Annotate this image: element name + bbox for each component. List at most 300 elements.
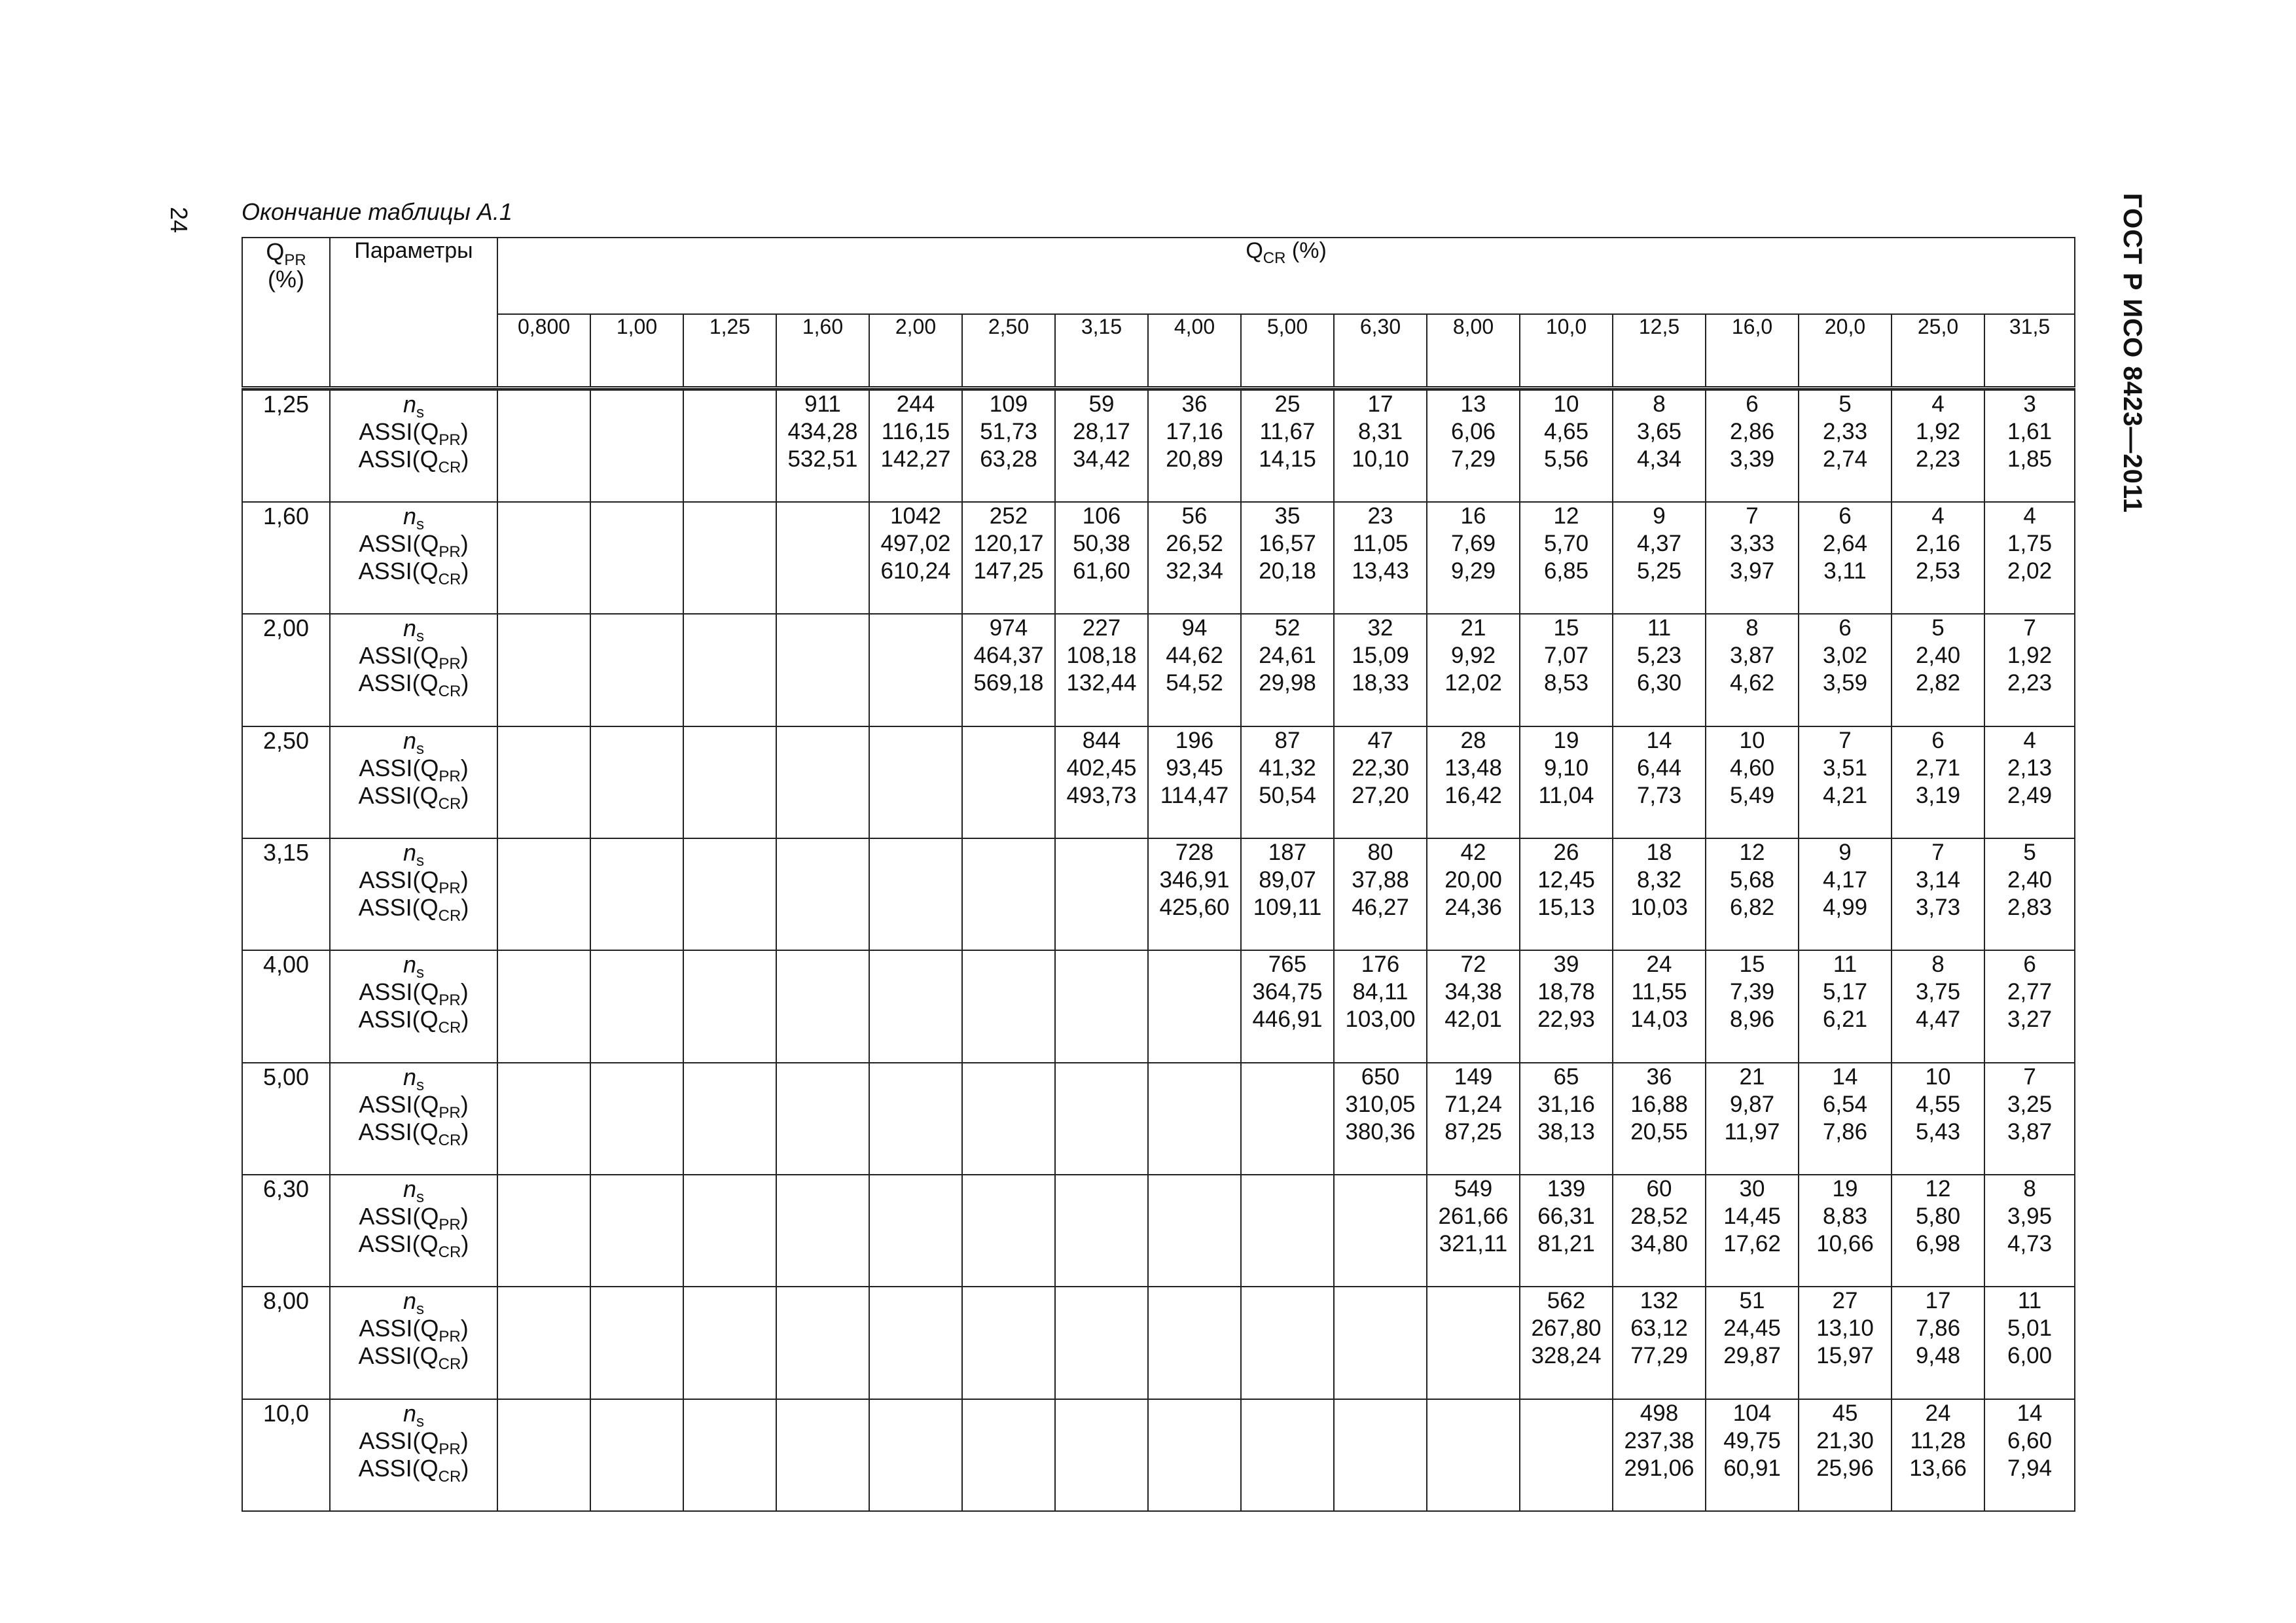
cell-value: 8: [1931, 952, 1945, 978]
cell-value: 84,11: [1352, 979, 1408, 1005]
table-row: [242, 950, 2075, 1062]
cell-value: 20,55: [1630, 1118, 1688, 1145]
params-header: Параметры: [330, 238, 497, 387]
parameter-symbol: ASSI(Q: [359, 1090, 439, 1118]
parameter-label: [331, 445, 497, 476]
parameter-subscript: CR: [438, 1355, 461, 1374]
parameter-suffix: ): [461, 1342, 469, 1370]
cell-value: 24,36: [1444, 894, 1502, 920]
cell-value: 2,82: [1915, 670, 1961, 696]
cell-value: 5,43: [1915, 1118, 1961, 1145]
qpr-header: [242, 238, 330, 387]
table-cell: [1334, 502, 1427, 614]
table-cell: [776, 1175, 869, 1287]
cell-value: 15: [1739, 952, 1765, 978]
parameter-label: [331, 1315, 497, 1346]
cell-value: 81,21: [1537, 1230, 1595, 1257]
column-header: 4,00: [1148, 314, 1241, 387]
parameter-suffix: ): [460, 529, 469, 557]
cell-value: 18: [1646, 839, 1672, 865]
cell-value: 3,95: [2007, 1203, 2053, 1229]
cell-value: 9,10: [1543, 755, 1589, 781]
table-cell: [1055, 726, 1148, 838]
table-cell: [1520, 1175, 1613, 1287]
cell-value: 106: [1082, 503, 1121, 529]
table-cell: [1799, 838, 1892, 950]
parameter-label: [331, 1342, 497, 1374]
parameter-label: [331, 1427, 497, 1458]
table-cell: [683, 1287, 776, 1399]
qpr-value: 1,60: [242, 502, 330, 614]
cell-value: 11,05: [1352, 530, 1408, 556]
cell-value: 5: [1931, 615, 1945, 641]
table-cell: [590, 726, 683, 838]
cell-value: 3,87: [1729, 643, 1775, 669]
table-cell: [1334, 390, 1427, 502]
parameter-subscript: PR: [439, 655, 461, 673]
table-cell: [1706, 502, 1799, 614]
cell-value: 446,91: [1252, 1007, 1323, 1033]
cell-value: 5,23: [1636, 643, 1682, 669]
parameter-label: [331, 1230, 497, 1261]
cell-value: 28: [1460, 727, 1486, 753]
parameter-subscript: PR: [439, 767, 461, 785]
table-cell: [1892, 614, 1984, 726]
cell-value: 7,29: [1450, 446, 1496, 472]
column-header: 5,00: [1241, 314, 1334, 387]
table-cell: [683, 502, 776, 614]
cell-value: 93,45: [1166, 755, 1223, 781]
cell-value: 20,18: [1259, 558, 1316, 584]
cell-value: 464,37: [973, 643, 1044, 669]
parameter-symbol: ASSI(Q: [358, 1342, 439, 1370]
cell-value: 8: [2023, 1175, 2036, 1202]
parameter-suffix: ): [461, 669, 469, 697]
parameter-label: [331, 951, 497, 982]
table-cell: [1055, 502, 1148, 614]
table-cell: [590, 1399, 683, 1511]
parameter-labels: [330, 1175, 497, 1287]
table-cell: [1613, 502, 1706, 614]
cell-value: 4,65: [1543, 418, 1589, 444]
table-cell: [1613, 950, 1706, 1062]
cell-value: 12: [1739, 839, 1765, 865]
qcr-unit: (%): [1291, 238, 1327, 263]
cell-value: 34,38: [1444, 979, 1502, 1005]
cell-value: 87,25: [1444, 1118, 1502, 1145]
cell-value: 29,87: [1723, 1343, 1781, 1369]
cell-value: 109,11: [1253, 894, 1322, 920]
cell-value: 21: [1739, 1063, 1765, 1090]
parameter-symbol: n: [403, 951, 417, 978]
cell-value: 4,17: [1822, 866, 1868, 893]
table-row: [242, 1287, 2075, 1399]
parameter-label: [331, 726, 497, 758]
parameter-suffix: ): [460, 978, 469, 1006]
column-header: 1,00: [590, 314, 683, 387]
parameter-subscript: PR: [439, 543, 461, 561]
table-cell: [1148, 390, 1241, 502]
parameter-symbol: ASSI(Q: [358, 669, 439, 697]
cell-value: 5,80: [1915, 1203, 1961, 1229]
column-header: 20,0: [1799, 314, 1892, 387]
cell-value: 51: [1739, 1288, 1765, 1314]
table-cell: [590, 838, 683, 950]
cell-value: 2,74: [1822, 446, 1868, 472]
qcr-header: [497, 238, 2075, 314]
cell-value: 10: [1925, 1063, 1951, 1090]
table-cell: [1241, 390, 1334, 502]
parameter-labels: [330, 1063, 497, 1175]
table-cell: [1148, 1287, 1241, 1399]
table-cell: [1520, 1399, 1613, 1511]
table-cell: [1334, 1287, 1427, 1399]
table-cell: [1148, 838, 1241, 950]
parameter-label: [331, 669, 497, 701]
table-cell: [1241, 1175, 1334, 1287]
cell-value: 6,44: [1636, 755, 1682, 781]
cell-value: 45: [1832, 1400, 1858, 1426]
cell-value: 37,88: [1352, 866, 1409, 893]
table-cell: [1984, 1175, 2075, 1287]
cell-value: 56: [1181, 503, 1208, 529]
parameter-labels: [330, 1287, 497, 1399]
cell-value: 7,73: [1636, 782, 1682, 808]
cell-value: 1,61: [2007, 418, 2053, 444]
table-cell: [1055, 950, 1148, 1062]
cell-value: 6,54: [1822, 1091, 1868, 1117]
table-cell: [1984, 726, 2075, 838]
cell-value: 14,15: [1259, 446, 1316, 472]
parameter-subscript: s: [416, 1076, 425, 1094]
cell-value: 187: [1268, 839, 1307, 865]
cell-value: 65: [1553, 1063, 1579, 1090]
cell-value: 28,52: [1630, 1203, 1688, 1229]
parameter-symbol: n: [403, 615, 417, 642]
table-cell: [1799, 1287, 1892, 1399]
cell-value: 54,52: [1166, 670, 1223, 696]
parameter-subscript: s: [416, 740, 425, 758]
table-cell: [1241, 726, 1334, 838]
cell-value: 4: [2023, 503, 2036, 529]
cell-value: 11,04: [1538, 782, 1594, 808]
table-cell: [1427, 950, 1520, 1062]
parameter-symbol: ASSI(Q: [359, 1315, 439, 1342]
cell-value: 3,02: [1822, 643, 1868, 669]
cell-value: 52: [1274, 615, 1300, 641]
parameter-symbol: ASSI(Q: [358, 1230, 439, 1257]
cell-value: 16,57: [1259, 530, 1316, 556]
parameter-labels: [330, 502, 497, 614]
table-cell: [1427, 614, 1520, 726]
table-cell: [1334, 838, 1427, 950]
table-cell: [497, 1175, 590, 1287]
cell-value: 72: [1460, 952, 1486, 978]
table-cell: [1984, 1063, 2075, 1175]
qpr-unit: (%): [268, 266, 304, 293]
cell-value: 10: [1739, 727, 1765, 753]
parameter-labels: [330, 950, 497, 1062]
cell-value: 569,18: [973, 670, 1044, 696]
cell-value: 6,98: [1915, 1230, 1961, 1257]
cell-value: 4,34: [1636, 446, 1682, 472]
parameter-symbol: ASSI(Q: [358, 893, 439, 921]
cell-value: 6: [1746, 391, 1759, 417]
cell-value: 14: [1832, 1063, 1858, 1090]
cell-value: 59: [1088, 391, 1115, 417]
cell-value: 61,60: [1073, 558, 1130, 584]
table-cell: [1892, 1063, 1984, 1175]
qpr-value: 10,0: [242, 1399, 330, 1511]
cell-value: 6,82: [1729, 894, 1775, 920]
cell-value: 15,09: [1352, 643, 1409, 669]
parameter-suffix: ): [461, 1118, 469, 1145]
cell-value: 50,38: [1073, 530, 1130, 556]
cell-value: 4,37: [1636, 530, 1682, 556]
cell-value: 14: [1646, 727, 1672, 753]
table-cell: [1892, 838, 1984, 950]
table-cell: [1984, 1399, 2075, 1511]
cell-value: 35: [1274, 503, 1300, 529]
table-cell: [1055, 1287, 1148, 1399]
cell-value: 610,24: [880, 558, 951, 584]
table-cell: [1799, 1063, 1892, 1175]
table-cell: [1706, 390, 1799, 502]
table-cell: [1334, 950, 1427, 1062]
parameter-suffix: ): [460, 866, 469, 893]
cell-value: 36: [1646, 1063, 1672, 1090]
parameter-suffix: ): [460, 418, 469, 445]
table-cell: [776, 390, 869, 502]
table-cell: [1520, 838, 1613, 950]
parameter-subscript: PR: [439, 1103, 461, 1122]
cell-value: 3,27: [2007, 1007, 2053, 1033]
table-row: [242, 1175, 2075, 1287]
data-table: [242, 237, 2075, 1512]
cell-value: 16: [1460, 503, 1486, 529]
table-cell: [1427, 1063, 1520, 1175]
cell-value: 28,17: [1073, 418, 1130, 444]
table-cell: [1892, 1399, 1984, 1511]
parameter-label: [331, 978, 497, 1010]
cell-value: 1042: [890, 503, 941, 529]
cell-value: 60,91: [1723, 1455, 1781, 1481]
parameter-symbol: n: [403, 390, 417, 418]
cell-value: 549: [1454, 1175, 1493, 1202]
cell-value: 425,60: [1159, 894, 1230, 920]
qpr-value: 3,15: [242, 838, 330, 950]
cell-value: 15,13: [1537, 894, 1595, 920]
cell-value: 2,64: [1822, 530, 1868, 556]
cell-value: 10: [1553, 391, 1579, 417]
table-cell: [869, 838, 962, 950]
table-cell: [683, 614, 776, 726]
cell-value: 18,78: [1537, 979, 1595, 1005]
cell-value: 20,00: [1444, 866, 1502, 893]
parameter-label: [331, 1454, 497, 1486]
table-cell: [1334, 1399, 1427, 1511]
cell-value: 7,94: [2007, 1455, 2053, 1481]
table-cell: [1241, 614, 1334, 726]
cell-value: 51,73: [980, 418, 1037, 444]
cell-value: 46,27: [1352, 894, 1409, 920]
cell-value: 25,96: [1816, 1455, 1874, 1481]
cell-value: 2,23: [1915, 446, 1961, 472]
table-cell: [590, 1287, 683, 1399]
table-cell: [1706, 950, 1799, 1062]
parameter-subscript: PR: [439, 1328, 461, 1346]
cell-value: 21,30: [1816, 1427, 1874, 1454]
table-cell: [1984, 390, 2075, 502]
parameter-subscript: s: [416, 1412, 425, 1431]
cell-value: 114,47: [1160, 782, 1229, 808]
parameter-subscript: CR: [438, 683, 461, 701]
cell-value: 321,11: [1439, 1230, 1508, 1257]
cell-value: 13,66: [1909, 1455, 1967, 1481]
cell-value: 5,68: [1729, 866, 1775, 893]
table-cell: [1799, 502, 1892, 614]
cell-value: 24: [1925, 1400, 1951, 1426]
cell-value: 38,13: [1537, 1118, 1595, 1145]
cell-value: 5: [1839, 391, 1852, 417]
cell-value: 4,47: [1915, 1007, 1961, 1033]
table-cell: [962, 1175, 1055, 1287]
table-cell: [1892, 390, 1984, 502]
cell-value: 24,45: [1723, 1315, 1781, 1342]
cell-value: 493,73: [1066, 782, 1137, 808]
cell-value: 36: [1181, 391, 1208, 417]
cell-value: 2,16: [1915, 530, 1961, 556]
cell-value: 32,34: [1166, 558, 1223, 584]
parameter-label: [331, 529, 497, 561]
parameter-label: [331, 1399, 497, 1431]
parameter-symbol: n: [403, 1287, 417, 1315]
cell-value: 13,10: [1816, 1315, 1874, 1342]
qpr-value: 4,00: [242, 950, 330, 1062]
cell-value: 66,31: [1537, 1203, 1595, 1229]
table-cell: [1334, 614, 1427, 726]
cell-value: 380,36: [1345, 1118, 1416, 1145]
table-cell: [1613, 1175, 1706, 1287]
table-cell: [1706, 726, 1799, 838]
table-cell: [776, 1063, 869, 1175]
parameter-suffix: ): [460, 1090, 469, 1118]
parameter-subscript: s: [416, 851, 425, 870]
parameter-label: [331, 754, 497, 785]
cell-value: 3: [2023, 391, 2036, 417]
parameter-subscript: CR: [438, 570, 461, 588]
parameter-labels: [330, 390, 497, 502]
cell-value: 3,59: [1822, 670, 1868, 696]
table-cell: [962, 726, 1055, 838]
cell-value: 7,69: [1450, 530, 1496, 556]
cell-value: 5,70: [1543, 530, 1589, 556]
parameter-subscript: PR: [439, 879, 461, 897]
table-row: [242, 1063, 2075, 1175]
cell-value: 9,92: [1450, 643, 1496, 669]
table-cell: [1613, 838, 1706, 950]
cell-value: 87: [1274, 727, 1300, 753]
table-cell: [1613, 1063, 1706, 1175]
cell-value: 108,18: [1066, 643, 1137, 669]
cell-value: 6,21: [1822, 1007, 1868, 1033]
qpr-value: 1,25: [242, 390, 330, 502]
cell-value: 2,49: [2007, 782, 2053, 808]
cell-value: 7,86: [1915, 1315, 1961, 1342]
parameter-symbol: ASSI(Q: [358, 1118, 439, 1145]
column-header: 2,00: [869, 314, 962, 387]
qpr-value: 5,00: [242, 1063, 330, 1175]
cell-value: 6: [1931, 727, 1945, 753]
cell-value: 5,25: [1636, 558, 1682, 584]
column-header: 1,60: [776, 314, 869, 387]
cell-value: 14,45: [1723, 1203, 1781, 1229]
table-cell: [1984, 1287, 2075, 1399]
table-cell: [590, 1063, 683, 1175]
cell-value: 18,33: [1352, 670, 1409, 696]
table-cell: [1520, 1287, 1613, 1399]
cell-value: 1,75: [2007, 530, 2053, 556]
cell-value: 844: [1082, 727, 1121, 753]
parameter-label: [331, 642, 497, 673]
standard-code: ГОСТ Р ИСО 8423—2011: [2118, 193, 2147, 514]
cell-value: 3,51: [1822, 755, 1868, 781]
cell-value: 2,40: [2007, 866, 2053, 893]
cell-value: 104: [1732, 1400, 1772, 1426]
cell-value: 8,31: [1357, 418, 1403, 444]
parameter-labels: [330, 838, 497, 950]
qcr-symbol: Q: [1246, 238, 1263, 263]
table-cell: [869, 1175, 962, 1287]
cell-value: 12,02: [1444, 670, 1502, 696]
parameter-subscript: PR: [439, 991, 461, 1010]
table-row: [242, 1399, 2075, 1511]
table-cell: [962, 614, 1055, 726]
cell-value: 4: [1931, 391, 1945, 417]
table-cell: [1799, 390, 1892, 502]
cell-value: 7,39: [1729, 979, 1775, 1005]
table-cell: [869, 726, 962, 838]
parameter-label: [331, 1090, 497, 1122]
table-cell: [1241, 838, 1334, 950]
cell-value: 6: [2023, 952, 2036, 978]
parameter-suffix: ): [461, 1230, 469, 1257]
table-caption: Окончание таблицы А.1: [242, 198, 512, 225]
page-number: 24: [166, 207, 192, 234]
parameter-subscript: s: [416, 403, 425, 421]
parameter-subscript: s: [416, 964, 425, 982]
parameter-label: [331, 1118, 497, 1149]
table-cell: [1984, 950, 2075, 1062]
parameter-label: [331, 390, 497, 421]
cell-value: 4,55: [1915, 1091, 1961, 1117]
cell-value: 4,99: [1822, 894, 1868, 920]
cell-value: 8,53: [1543, 670, 1589, 696]
cell-value: 12: [1925, 1175, 1951, 1202]
parameter-label: [331, 893, 497, 925]
table-row: [242, 614, 2075, 726]
table-cell: [1334, 726, 1427, 838]
cell-value: 261,66: [1438, 1203, 1509, 1229]
qpr-value: 6,30: [242, 1175, 330, 1287]
cell-value: 9,48: [1915, 1343, 1961, 1369]
table-cell: [497, 502, 590, 614]
cell-value: 27: [1832, 1288, 1858, 1314]
table-cell: [776, 726, 869, 838]
cell-value: 498: [1640, 1400, 1679, 1426]
cell-value: 12,45: [1537, 866, 1595, 893]
cell-value: 4: [1931, 503, 1945, 529]
